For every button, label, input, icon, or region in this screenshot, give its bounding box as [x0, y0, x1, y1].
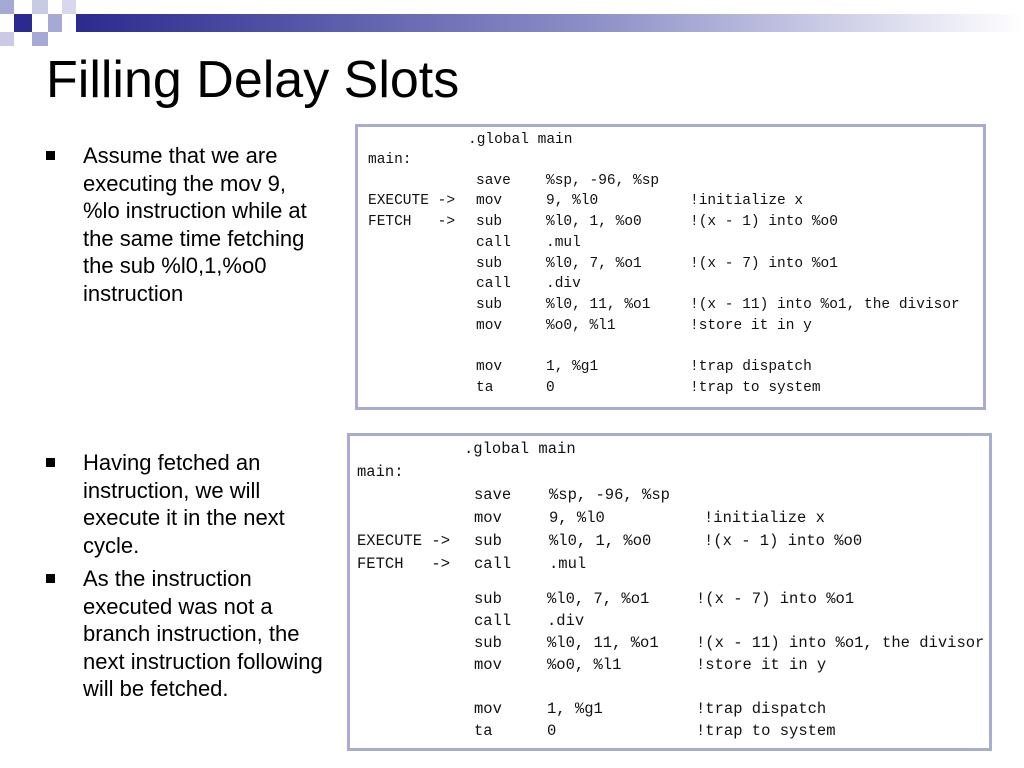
code-args: .div: [546, 276, 581, 292]
code-args: 9, %l0: [549, 509, 605, 527]
page-title: Filling Delay Slots: [46, 51, 460, 109]
code-op: call: [474, 555, 512, 573]
code-listing-1: [355, 124, 986, 410]
code-comment: !initialize x: [704, 509, 825, 527]
bullet-list-bottom: [46, 449, 326, 709]
bullet-text: Assume that we are executing the mov 9, %lo instruction while at the same time fetching the sub %l0,1,%o0 instruction: [83, 143, 307, 306]
code-args: %l0, 11, %o1: [547, 634, 659, 652]
fetch-marker: FETCH ->: [357, 555, 451, 573]
code-op: sub: [474, 634, 502, 652]
code-args: %l0, 7, %o1: [546, 256, 642, 272]
code-comment: !store it in y: [696, 656, 827, 674]
code-listing-2: [347, 433, 992, 751]
code-comment: !trap dispatch: [696, 700, 827, 718]
code-args: .div: [547, 612, 585, 630]
bullet-square-icon: [46, 458, 55, 467]
code-args: 0: [546, 380, 555, 396]
code-args: %sp, -96, %sp: [549, 486, 670, 504]
code-comment: !(x - 11) into %o1, the divisor: [690, 297, 960, 313]
code-comment: !trap dispatch: [690, 359, 812, 375]
code-op: call: [476, 235, 511, 251]
code-op: mov: [474, 509, 502, 527]
code-comment: !(x - 11) into %o1, the divisor: [696, 634, 985, 652]
code-comment: !store it in y: [690, 318, 812, 334]
code-args: .mul: [546, 235, 581, 251]
code-op: mov: [476, 318, 503, 334]
bullet-text: Having fetched an instruction, we will execute it in the next cycle.: [83, 450, 285, 558]
code-args: 1, %g1: [547, 700, 603, 718]
bullet-text: As the instruction executed was not a branch instruction, the next instruction following will be fetched.: [83, 566, 323, 701]
code-op: mov: [474, 700, 502, 718]
code-args: 1, %g1: [546, 359, 599, 375]
code-args: %o0, %l1: [547, 656, 622, 674]
code-op: ta: [474, 722, 493, 740]
execute-marker: EXECUTE ->: [368, 193, 456, 209]
code-directive: .global main: [468, 132, 573, 148]
code-op: sub: [474, 590, 502, 608]
code-args: %o0, %l1: [546, 318, 616, 334]
code-args: %l0, 7, %o1: [547, 590, 650, 608]
bullet-square-icon: [46, 574, 55, 583]
code-args: %sp, -96, %sp: [546, 173, 660, 189]
code-comment: !(x - 7) into %o1: [696, 590, 855, 608]
code-label: main:: [357, 463, 404, 481]
code-comment: !trap to system: [696, 722, 836, 740]
code-args: %l0, 11, %o1: [546, 297, 651, 313]
bullet-item: [46, 449, 326, 559]
code-args: %l0, 1, %o0: [546, 214, 642, 230]
code-op: mov: [474, 656, 502, 674]
code-op: mov: [476, 193, 503, 209]
bullet-item: [46, 565, 326, 703]
code-op: call: [474, 612, 512, 630]
bullet-item: [46, 142, 326, 307]
fetch-marker: FETCH ->: [368, 214, 456, 230]
code-args: 9, %l0: [546, 193, 599, 209]
code-args: %l0, 1, %o0: [549, 532, 652, 550]
code-comment: !(x - 1) into %o0: [690, 214, 838, 230]
execute-marker: EXECUTE ->: [357, 532, 451, 550]
code-op: call: [476, 276, 511, 292]
code-args: .mul: [549, 555, 587, 573]
code-comment: !initialize x: [690, 193, 804, 209]
code-op: save: [474, 486, 512, 504]
code-args: 0: [547, 722, 557, 740]
code-comment: !(x - 7) into %o1: [690, 256, 838, 272]
code-comment: !trap to system: [690, 380, 821, 396]
code-op: save: [476, 173, 511, 189]
code-op: sub: [476, 256, 503, 272]
bullet-square-icon: [46, 151, 55, 160]
code-op: sub: [476, 297, 503, 313]
bullet-list-top: [46, 142, 326, 313]
code-op: sub: [476, 214, 503, 230]
code-op: ta: [476, 380, 494, 396]
code-comment: !(x - 1) into %o0: [704, 532, 863, 550]
code-op: mov: [476, 359, 503, 375]
code-op: sub: [474, 532, 502, 550]
code-label: main:: [368, 152, 412, 168]
code-directive: .global main: [464, 440, 576, 458]
